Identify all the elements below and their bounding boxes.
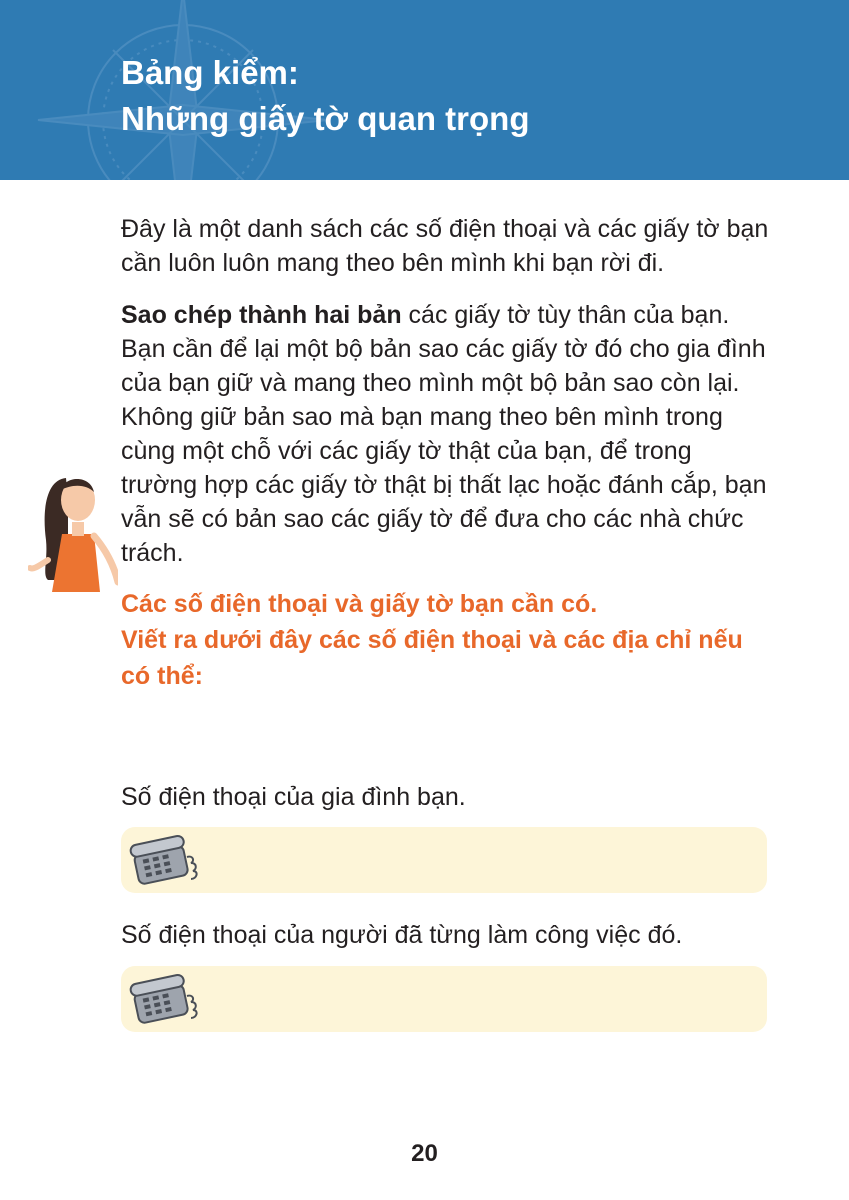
copy-paragraph-body: các giấy tờ tùy thân của bạn. Bạn cần để lại một bộ bản sao các giấy tờ đó cho gia đình của bạn giữ và mang theo mình một bộ bản sao còn lại. Không giữ bản sao mà bạn mang theo bên mình trong cùng một chỗ với các giấy tờ thật của bạn, để trong trường hợp các giấy tờ thật bị thất lạc hoặc đánh cắp, bạn vẫn sẽ có bản sao các giấy tờ để đưa cho các nhà chức trách. xyxy=(121,301,767,567)
former-employer-phone-field[interactable] xyxy=(121,966,767,1032)
main-content xyxy=(121,212,771,694)
family-phone-field[interactable] xyxy=(121,827,767,893)
title-line-1: Bảng kiểm: xyxy=(121,54,299,91)
intro-paragraph: Đây là một danh sách các số điện thoại và các giấy tờ bạn cần luôn luôn mang theo bên mình khi bạn rời đi. xyxy=(121,215,769,277)
telephone-icon xyxy=(129,831,201,887)
field-label-former-employer-phone: Số điện thoại của người đã từng làm công việc đó. xyxy=(121,921,683,949)
page-title xyxy=(121,50,530,142)
girl-illustration xyxy=(28,470,118,595)
title-line-2: Những giấy tờ quan trọng xyxy=(121,100,530,137)
orange-heading xyxy=(121,586,771,694)
telephone-icon xyxy=(129,970,201,1026)
copy-bold-lead: Sao chép thành hai bản xyxy=(121,301,402,329)
copy-paragraph xyxy=(121,298,771,570)
page-number: 20 xyxy=(411,1140,438,1167)
orange-heading-line-2: Viết ra dưới đây các số điện thoại và các địa chỉ nếu có thể: xyxy=(121,626,743,690)
header-banner xyxy=(0,0,849,180)
orange-heading-line-1: Các số điện thoại và giấy tờ bạn cần có. xyxy=(121,590,598,618)
field-label-family-phone: Số điện thoại của gia đình bạn. xyxy=(121,783,466,811)
